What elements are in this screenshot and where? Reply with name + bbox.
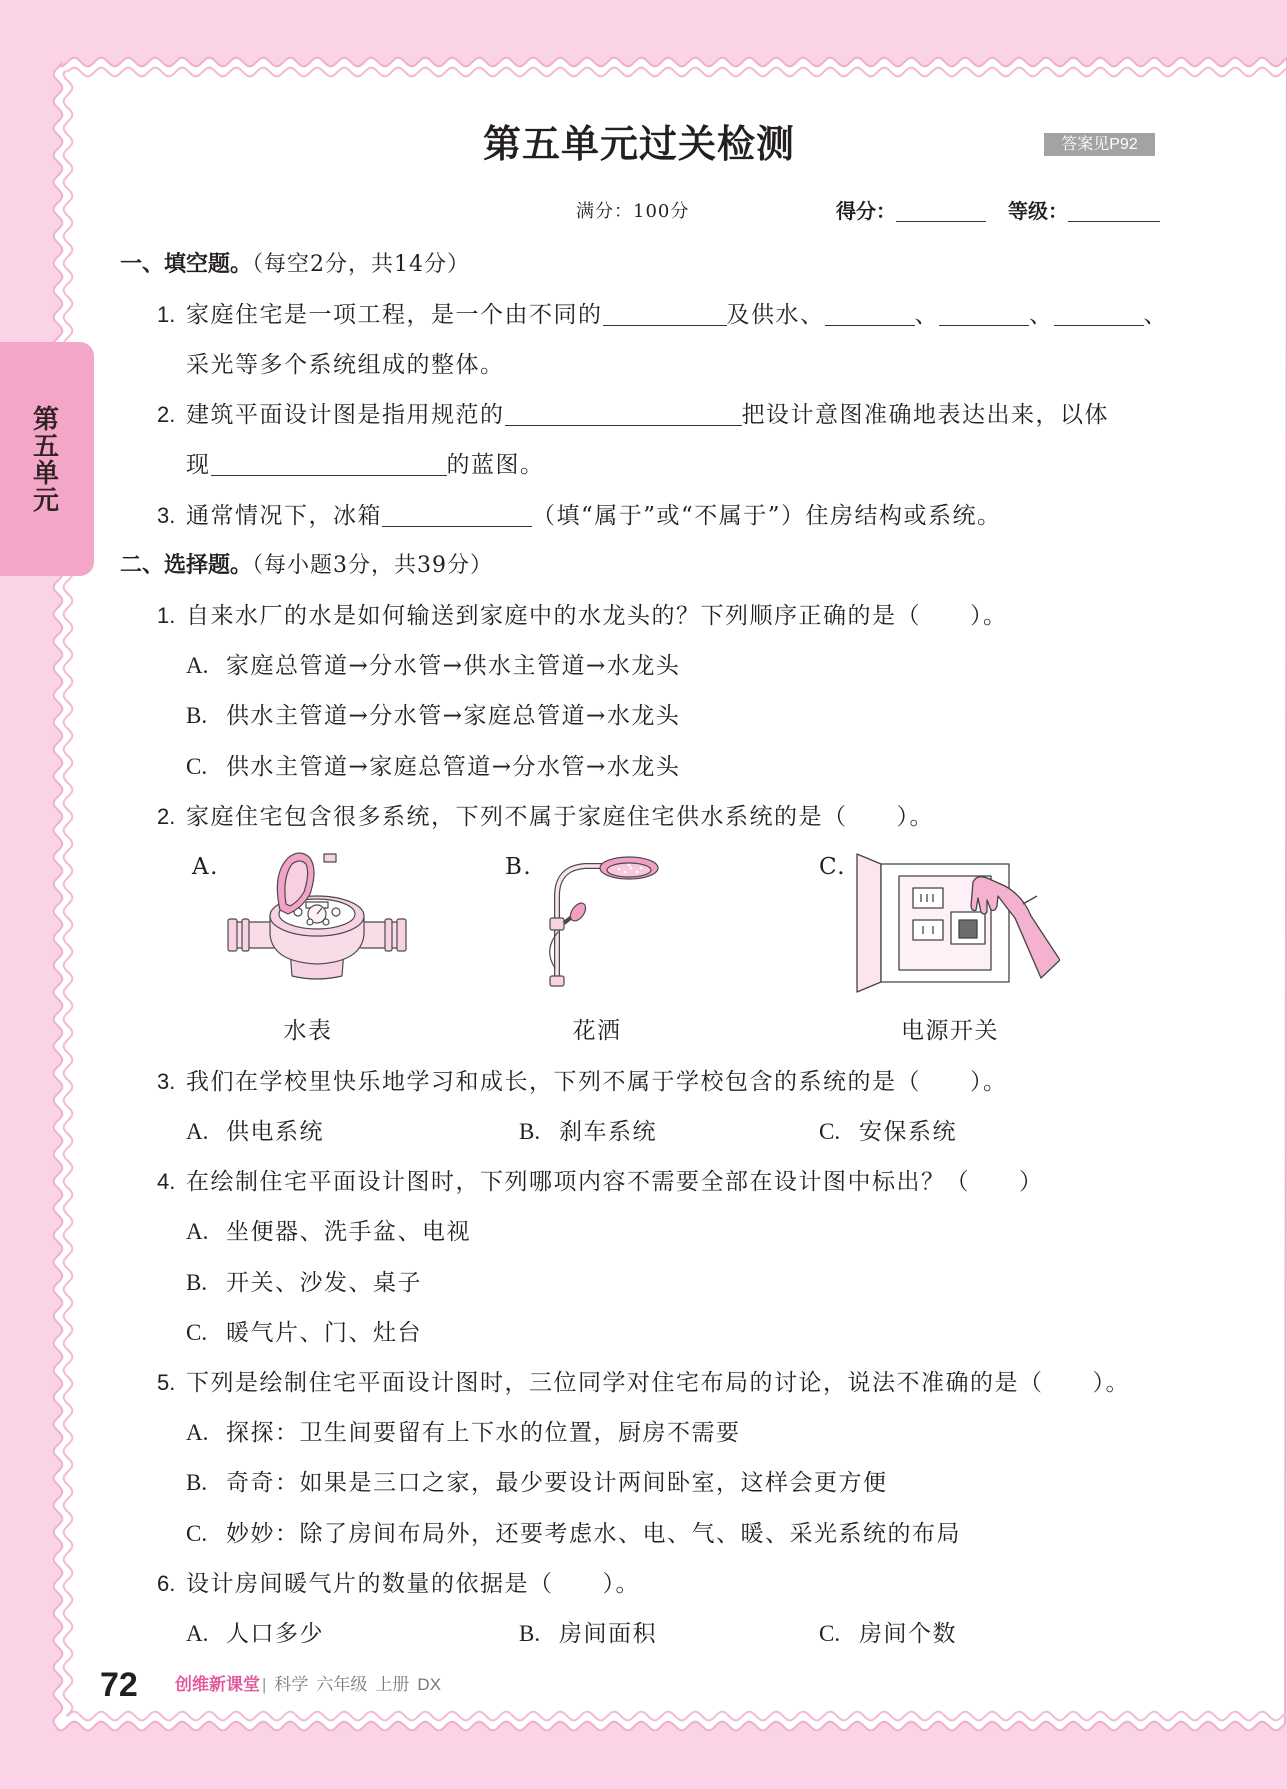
option-letter: B. [186, 703, 208, 728]
question-number: 1. [157, 603, 176, 628]
option-letter: A. [186, 1219, 209, 1244]
option-text: 坐便器、洗手盆、电视 [226, 1219, 471, 1245]
choice-question-6 [157, 1569, 640, 1599]
footer-subject: 科学 [274, 1675, 309, 1694]
question-text: 把设计意图准确地表达出来，以体 [741, 402, 1109, 428]
footer-edition: DX [417, 1675, 442, 1694]
section-choice-heading [120, 550, 493, 580]
question-number: 6. [157, 1571, 176, 1596]
question-number: 2. [157, 804, 176, 829]
question-number: 5. [157, 1370, 176, 1395]
water-meter-image [226, 850, 408, 986]
question-text: 通常情况下，冰箱 [186, 503, 382, 529]
option-letter: C. [819, 1621, 841, 1646]
choice-option [186, 752, 680, 782]
footer-separator: | [262, 1675, 267, 1694]
answer-blank [382, 507, 532, 527]
answer-reference-badge: 答案见P92 [1044, 133, 1155, 156]
section-title: 二、选择题。 [120, 552, 253, 577]
choice-option [819, 1117, 957, 1147]
shower-image [535, 848, 660, 993]
option-text: 开关、沙发、桌子 [226, 1270, 422, 1296]
question-stem: 设计房间暖气片的数量的依据是（ ）。 [186, 1571, 640, 1597]
grade-field [1008, 197, 1160, 227]
choice-question-5 [157, 1368, 1130, 1398]
question-text: 建筑平面设计图是指用规范的 [186, 402, 505, 428]
option-text: 安保系统 [859, 1119, 957, 1145]
footer-brand: 创维新课堂 [175, 1675, 260, 1694]
option-text: 家庭总管道→分水管→供水主管道→水龙头 [226, 653, 681, 679]
choice-option [186, 701, 680, 731]
fill-question-2 [157, 400, 1109, 430]
question-number: 2. [157, 402, 176, 427]
choice-question-3 [157, 1067, 1008, 1097]
question-text: 、 [1143, 302, 1168, 328]
power-switch-image [855, 852, 1060, 994]
option-text: 奇奇：如果是三口之家，最少要设计两间卧室，这样会更方便 [226, 1470, 888, 1496]
choice-question-2 [157, 802, 934, 832]
question-number: 1. [157, 302, 176, 327]
question-text: 现 [186, 452, 211, 478]
answer-blank [825, 306, 915, 326]
footer-book-info [175, 1673, 449, 1697]
choice-option [519, 1117, 657, 1147]
choice-option [186, 1619, 324, 1649]
option-letter: C. [186, 1521, 208, 1546]
question-text: 、 [914, 302, 939, 328]
answer-blank [211, 456, 447, 476]
option-letter: A. [186, 1119, 209, 1144]
choice-option [819, 1619, 957, 1649]
choice-question-1 [157, 601, 1008, 631]
question-text: 及供水、 [726, 302, 825, 328]
choice-option [519, 1619, 657, 1649]
image-caption: 电源开关 [901, 1018, 999, 1044]
full-marks: 满分：100分 [576, 201, 690, 222]
fill-question-2-continued [186, 450, 545, 480]
grade-label: 等级： [1008, 201, 1068, 223]
choice-option [186, 1519, 961, 1549]
choice-option [186, 1468, 888, 1498]
page-title: 第五单元过关检测 [482, 124, 795, 166]
option-letter: B. [186, 1470, 208, 1495]
choice-option [186, 1217, 471, 1247]
fill-question-1 [157, 300, 1168, 330]
image-caption: 水表 [283, 1018, 333, 1044]
option-letter: A. [186, 1420, 209, 1445]
question-number: 3. [157, 503, 176, 528]
section-fill-in-heading [120, 249, 470, 279]
question-text: 家庭住宅是一项工程，是一个由不同的 [186, 302, 603, 328]
fill-question-1-continued: 采光等多个系统组成的整体。 [186, 352, 505, 378]
answer-blank [939, 306, 1029, 326]
option-text: 人口多少 [226, 1621, 324, 1647]
question-text: 、 [1029, 302, 1054, 328]
question-text: （填“属于”或“不属于”）住房结构或系统。 [532, 503, 1002, 529]
section-points-note: （每空2分，共14分） [252, 252, 471, 277]
image-caption: 花洒 [572, 1018, 622, 1044]
option-text: 暖气片、门、灶台 [226, 1320, 422, 1346]
question-stem: 下列是绘制住宅平面设计图时，三位同学对住宅布局的讨论，说法不准确的是（ ）。 [186, 1370, 1130, 1396]
choice-option [186, 1318, 422, 1348]
question-stem: 我们在学校里快乐地学习和成长，下列不属于学校包含的系统的是（ ）。 [186, 1069, 1008, 1095]
option-letter: B. [186, 1270, 208, 1295]
choice-option [186, 1117, 324, 1147]
unit-side-tab [0, 342, 94, 576]
score-label: 得分： [836, 201, 896, 223]
option-letter: C. [186, 754, 208, 779]
grade-blank [1068, 202, 1160, 222]
choice-question-4 [157, 1167, 1044, 1197]
option-text: 刹车系统 [559, 1119, 657, 1145]
question-stem: 家庭住宅包含很多系统，下列不属于家庭住宅供水系统的是（ ）。 [186, 804, 934, 830]
footer-volume: 上册 [375, 1675, 410, 1694]
question-number: 4. [157, 1169, 176, 1194]
answer-blank [603, 306, 727, 326]
option-letter: C. [186, 1320, 208, 1345]
option-letter: B. [519, 1621, 541, 1646]
option-letter: C. [819, 1119, 841, 1144]
option-letter: A. [186, 1621, 209, 1646]
question-stem: 在绘制住宅平面设计图时，下列哪项内容不需要全部在设计图中标出？（ ） [186, 1169, 1044, 1195]
option-text: 房间个数 [859, 1621, 957, 1647]
score-blank [896, 202, 986, 222]
option-text: 探探：卫生间要留有上下水的位置，厨房不需要 [226, 1420, 741, 1446]
option-letter: A. [192, 854, 219, 880]
unit-side-tab-label: 第五单元 [29, 405, 60, 513]
option-letter: A. [186, 653, 209, 678]
choice-option [186, 1268, 422, 1298]
option-letter: B. [519, 1119, 541, 1144]
option-text: 房间面积 [559, 1621, 657, 1647]
question-number: 3. [157, 1069, 176, 1094]
option-text: 供电系统 [226, 1119, 324, 1145]
answer-blank [1054, 306, 1144, 326]
section-points-note: （每小题3分，共39分） [252, 553, 494, 578]
option-text: 妙妙：除了房间布局外，还要考虑水、电、气、暖、采光系统的布局 [226, 1521, 961, 1547]
answer-blank [505, 406, 742, 426]
section-title: 一、填空题。 [120, 251, 253, 276]
question-stem: 自来水厂的水是如何输送到家庭中的水龙头的？下列顺序正确的是（ ）。 [186, 603, 1008, 629]
option-text: 供水主管道→分水管→家庭总管道→水龙头 [226, 703, 681, 729]
question-text: 的蓝图。 [446, 452, 545, 478]
choice-option [186, 651, 680, 681]
option-letter: C. [819, 854, 847, 880]
fill-question-3 [157, 501, 1002, 531]
choice-option [186, 1418, 741, 1448]
option-text: 供水主管道→家庭总管道→分水管→水龙头 [226, 754, 681, 780]
footer-grade: 六年级 [316, 1675, 368, 1694]
page-number: 72 [100, 1666, 138, 1704]
option-letter: B. [505, 854, 533, 880]
score-field [836, 197, 986, 227]
